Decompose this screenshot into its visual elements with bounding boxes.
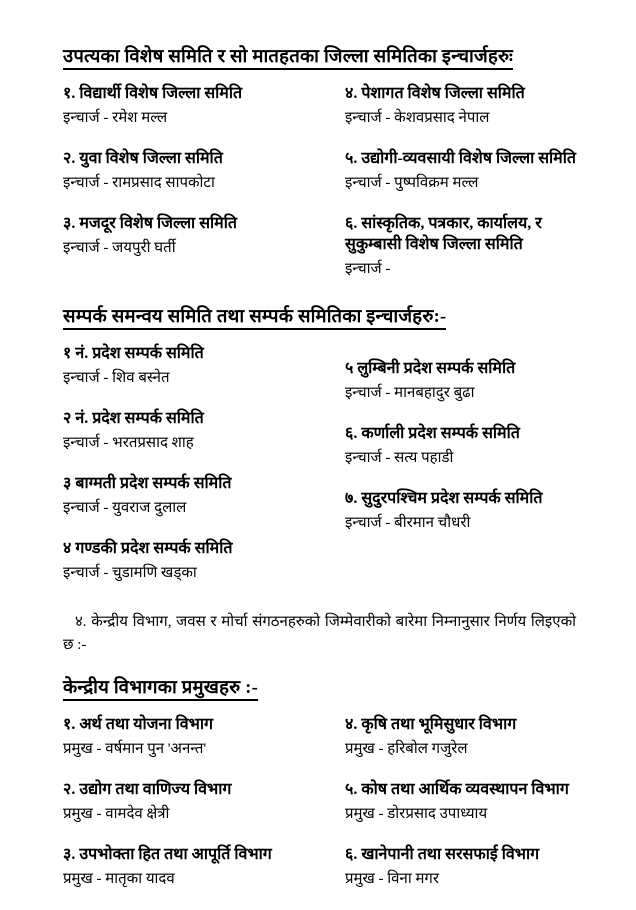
department-title: १. अर्थ तथा योजना विभाग <box>63 716 214 734</box>
section-heading-text: केन्द्रीय विभागका प्रमुखहरु :- <box>63 678 258 701</box>
committee-item <box>63 409 345 453</box>
section-heading <box>63 46 576 68</box>
department-item <box>63 780 345 824</box>
committee-title: ७. सुदुरपश्चिम प्रदेश सम्पर्क समिति <box>345 490 543 508</box>
committee-title: ३. मजदूर विशेष जिल्ला समिति <box>63 215 237 233</box>
committee-item <box>63 84 345 128</box>
column-left <box>63 344 345 604</box>
section-valley-special-committees <box>63 46 576 300</box>
committee-item <box>345 149 576 193</box>
section-heading-text: सम्पर्क समन्वय समिति तथा सम्पर्क समितिका इन्चार्जहरु:- <box>63 307 446 330</box>
committee-title: ४. पेशागत विशेष जिल्ला समिति <box>345 85 525 103</box>
department-item <box>345 845 576 889</box>
committee-item <box>345 214 576 279</box>
department-chief: प्रमुख - हरिबोल गजुरेल <box>345 740 468 757</box>
department-chief: प्रमुख - विना मगर <box>345 871 440 888</box>
section-heading <box>63 677 576 699</box>
committee-title: १. विद्यार्थी विशेष जिल्ला समिति <box>63 85 243 103</box>
department-item <box>345 715 576 759</box>
column-right <box>345 715 576 910</box>
section-heading <box>63 306 576 328</box>
committee-incharge: इन्चार्ज - युवराज दुलाल <box>63 500 187 517</box>
department-title: ६. खानेपानी तथा सरसफाई विभाग <box>345 846 540 864</box>
committee-title: ४ गण्डकी प्रदेश सम्पर्क समिति <box>63 540 233 558</box>
department-title: ५. कोष तथा आर्थिक व्यवस्थापन विभाग <box>345 781 569 799</box>
committee-title: ६. सांस्कृतिक, पत्रकार, कार्यालय, र सुकुम्बासी विशेष जिल्ला समिति <box>345 215 542 254</box>
column-left <box>63 84 345 300</box>
committee-incharge: इन्चार्ज - जयपुरी घर्ती <box>63 240 176 257</box>
committee-item <box>63 344 345 388</box>
column-left <box>63 715 345 910</box>
department-title: ३. उपभोक्ता हित तथा आपूर्ति विभाग <box>63 846 272 864</box>
committee-item <box>63 149 345 193</box>
department-chief: प्रमुख - डोरप्रसाद उपाध्याय <box>345 806 488 823</box>
committee-title: ६. कर्णाली प्रदेश सम्पर्क समिति <box>345 425 520 443</box>
department-chief: प्रमुख - वामदेव क्षेत्री <box>63 806 170 823</box>
committee-incharge: इन्चार्ज - बीरमान चौधरी <box>345 515 471 532</box>
committee-title: ५. उद्योगी-व्यवसायी विशेष जिल्ला समिति <box>345 150 577 168</box>
committee-incharge: इन्चार्ज - केशवप्रसाद नेपाल <box>345 109 490 126</box>
committee-item <box>345 84 576 128</box>
committee-item <box>345 489 576 533</box>
committee-item <box>345 424 576 468</box>
committee-incharge: इन्चार्ज - <box>345 260 391 277</box>
department-item <box>345 780 576 824</box>
department-chief: प्रमुख - वर्षमान पुन 'अनन्त' <box>63 740 207 757</box>
committee-item <box>345 359 576 403</box>
committee-item <box>63 539 345 583</box>
section-contact-committees <box>63 306 576 604</box>
committee-item <box>63 474 345 518</box>
column-right <box>345 84 576 300</box>
committee-incharge: इन्चार्ज - सत्य पहाडी <box>345 450 454 467</box>
committee-title: ५ लुम्बिनी प्रदेश सम्पर्क समिति <box>345 360 516 378</box>
committee-incharge: इन्चार्ज - रामप्रसाद सापकोटा <box>63 175 215 192</box>
note-paragraph: ४. केन्द्रीय विभाग, जवस र मोर्चा संगठनहरुको जिम्मेवारीको बारेमा निम्नानुसार निर्णय लिइएको छ :- <box>63 613 576 653</box>
committee-incharge: इन्चार्ज - पुष्पविक्रम मल्ल <box>345 175 479 192</box>
department-title: २. उद्योग तथा वाणिज्य विभाग <box>63 781 232 799</box>
committee-item <box>63 214 345 258</box>
department-item <box>63 715 345 759</box>
committee-title: २. युवा विशेष जिल्ला समिति <box>63 150 223 168</box>
committee-incharge: इन्चार्ज - भरतप्रसाद शाह <box>63 435 194 452</box>
two-column-layout <box>63 344 576 604</box>
two-column-layout <box>63 84 576 300</box>
department-chief: प्रमुख - मातृका यादव <box>63 871 175 888</box>
committee-title: ३ बाग्मती प्रदेश सम्पर्क समिति <box>63 475 232 493</box>
committee-title: १ नं. प्रदेश सम्पर्क समिति <box>63 345 204 363</box>
section-central-departments <box>63 677 576 910</box>
department-item <box>63 845 345 889</box>
column-right <box>345 344 576 604</box>
section-heading-text: उपत्यका विशेष समिति र सो मातहतका जिल्ला समितिका इन्चार्जहरुः <box>63 47 513 70</box>
committee-incharge: इन्चार्ज - शिव बस्नेत <box>63 370 170 387</box>
committee-incharge: इन्चार्ज - रमेश मल्ल <box>63 109 168 126</box>
committee-incharge: इन्चार्ज - मानबहादुर बुढा <box>345 385 475 402</box>
committee-incharge: इन्चार्ज - चुडामणि खड्का <box>63 565 197 582</box>
committee-title: २ नं. प्रदेश सम्पर्क समिति <box>63 410 204 428</box>
two-column-layout <box>63 715 576 910</box>
department-title: ४. कृषि तथा भूमिसुधार विभाग <box>345 716 517 734</box>
